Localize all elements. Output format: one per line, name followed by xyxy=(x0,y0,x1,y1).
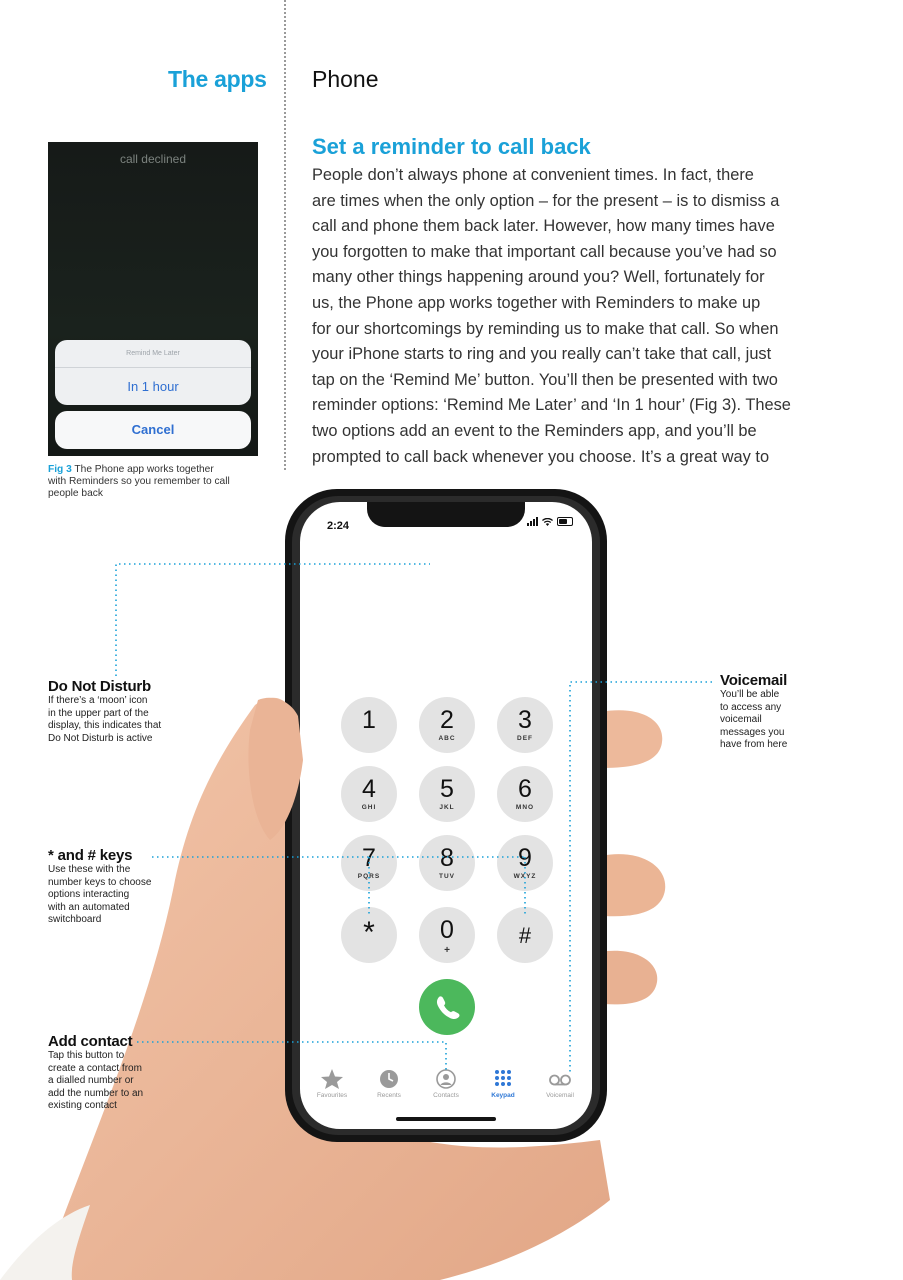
body-line: for our shortcomings by reminding us to make that call. So when xyxy=(312,319,779,338)
key-letters: GHI xyxy=(361,804,377,811)
key-digit: # xyxy=(518,923,532,948)
callout-line: Use these with the xyxy=(48,864,131,875)
key-letters: WXYZ xyxy=(513,873,537,880)
tab-label: Recents xyxy=(377,1092,401,1099)
caption-text: people back xyxy=(48,487,103,499)
key-letters: DEF xyxy=(517,735,533,742)
callout-line: Do Not Disturb is active xyxy=(48,732,153,744)
remind-me-later-option[interactable]: Remind Me Later xyxy=(55,340,251,368)
key-digit: 6 xyxy=(518,775,532,803)
callout-title: Do Not Disturb xyxy=(48,678,152,695)
key-digit: 1 xyxy=(362,706,376,734)
tab-label: Contacts xyxy=(433,1092,459,1099)
body-line: two options add an event to the Reminders app, and you’ll be xyxy=(312,421,757,440)
callout-line: existing contact xyxy=(48,1100,117,1112)
key-letters: PQRS xyxy=(357,873,381,880)
key-letters: TUV xyxy=(439,873,455,880)
body-line: us, the Phone app works together with Reminders to make up xyxy=(312,293,761,312)
callout-star-hash-keys xyxy=(48,847,178,927)
callout-line: number keys to choose xyxy=(48,876,152,888)
callout-line: to access any xyxy=(720,701,782,713)
tab-label: Keypad xyxy=(491,1092,515,1099)
callout-line: options interacting xyxy=(48,889,130,901)
key-letters: MNO xyxy=(515,804,535,811)
caption-text: with Reminders so you remember to call xyxy=(48,475,230,487)
key-digit: 3 xyxy=(518,706,532,734)
key-digit: * xyxy=(363,916,375,949)
callout-line: messages you xyxy=(720,726,785,738)
callout-line: switchboard xyxy=(48,914,102,926)
tab-label: Favourites xyxy=(316,1092,348,1099)
caption-text: The Phone app works together xyxy=(71,464,214,475)
call-declined-label: call declined xyxy=(119,152,187,166)
callout-title: * and # keys xyxy=(48,847,133,864)
key-letters: + xyxy=(444,945,450,956)
in-1-hour-option[interactable]: In 1 hour xyxy=(127,379,179,394)
callout-line: have from here xyxy=(720,739,788,751)
callout-do-not-disturb xyxy=(48,678,178,745)
key-digit: 8 xyxy=(440,844,454,872)
callout-title: Add contact xyxy=(48,1033,133,1050)
key-digit: 0 xyxy=(440,916,454,944)
key-digit: 9 xyxy=(518,844,532,872)
callout-line: in the upper part of the xyxy=(48,707,149,719)
key-digit: 5 xyxy=(440,775,454,803)
fig-label: Fig 3 xyxy=(48,464,72,475)
body-line: tap on the ‘Remind Me’ button. You’ll then be presented with two xyxy=(312,370,778,389)
body-line: People don’t always phone at convenient times. In fact, there xyxy=(312,166,754,184)
callout-line: If there’s a ‘moon’ icon xyxy=(48,695,148,706)
callout-line: You’ll be able xyxy=(720,689,780,700)
key-digit: 2 xyxy=(440,706,454,734)
key-letters: ABC xyxy=(438,735,456,742)
callout-add-contact xyxy=(48,1033,178,1113)
callout-line: with an automated xyxy=(48,901,130,913)
key-digit: 4 xyxy=(362,775,376,803)
body-line: are times when the only option – for the present – is to dismiss a xyxy=(312,191,780,210)
page-title: Phone xyxy=(312,66,379,92)
callout-line: create a contact from xyxy=(48,1062,142,1074)
key-digit: 7 xyxy=(362,844,376,872)
tab-label: Voicemail xyxy=(546,1092,574,1099)
body-line: reminder options: ‘Remind Me Later’ and ‘In 1 hour’ (Fig 3). These xyxy=(312,396,791,415)
callout-line: voicemail xyxy=(720,714,762,726)
callout-line: Tap this button to xyxy=(48,1050,125,1061)
callout-line: display, this indicates that xyxy=(48,720,162,732)
article-heading: Set a reminder to call back xyxy=(312,134,591,159)
callout-voicemail xyxy=(720,672,850,752)
body-line: prompted to call back whenever you choose. It’s a great way to xyxy=(312,447,770,466)
cancel-button[interactable]: Cancel xyxy=(55,411,251,449)
body-line: many other things happening around you? Well, fortunately for xyxy=(312,268,765,287)
callout-text xyxy=(48,1050,178,1113)
section-title: The apps xyxy=(168,66,267,92)
body-line: your iPhone starts to ring and you really can’t take that call, just xyxy=(312,345,772,364)
status-time: 2:24 xyxy=(327,520,350,532)
callout-text xyxy=(48,695,178,745)
callout-text xyxy=(48,864,178,927)
callout-title: Voicemail xyxy=(720,672,788,689)
callout-line: add the number to an xyxy=(48,1087,144,1099)
body-line: call and phone them back later. However, how many times have xyxy=(312,217,775,236)
body-line: you forgotten to make that important call because you’ve had so xyxy=(312,242,777,261)
key-letters: JKL xyxy=(439,804,455,811)
callout-line: a dialled number or xyxy=(48,1075,134,1087)
callout-text xyxy=(720,689,850,752)
